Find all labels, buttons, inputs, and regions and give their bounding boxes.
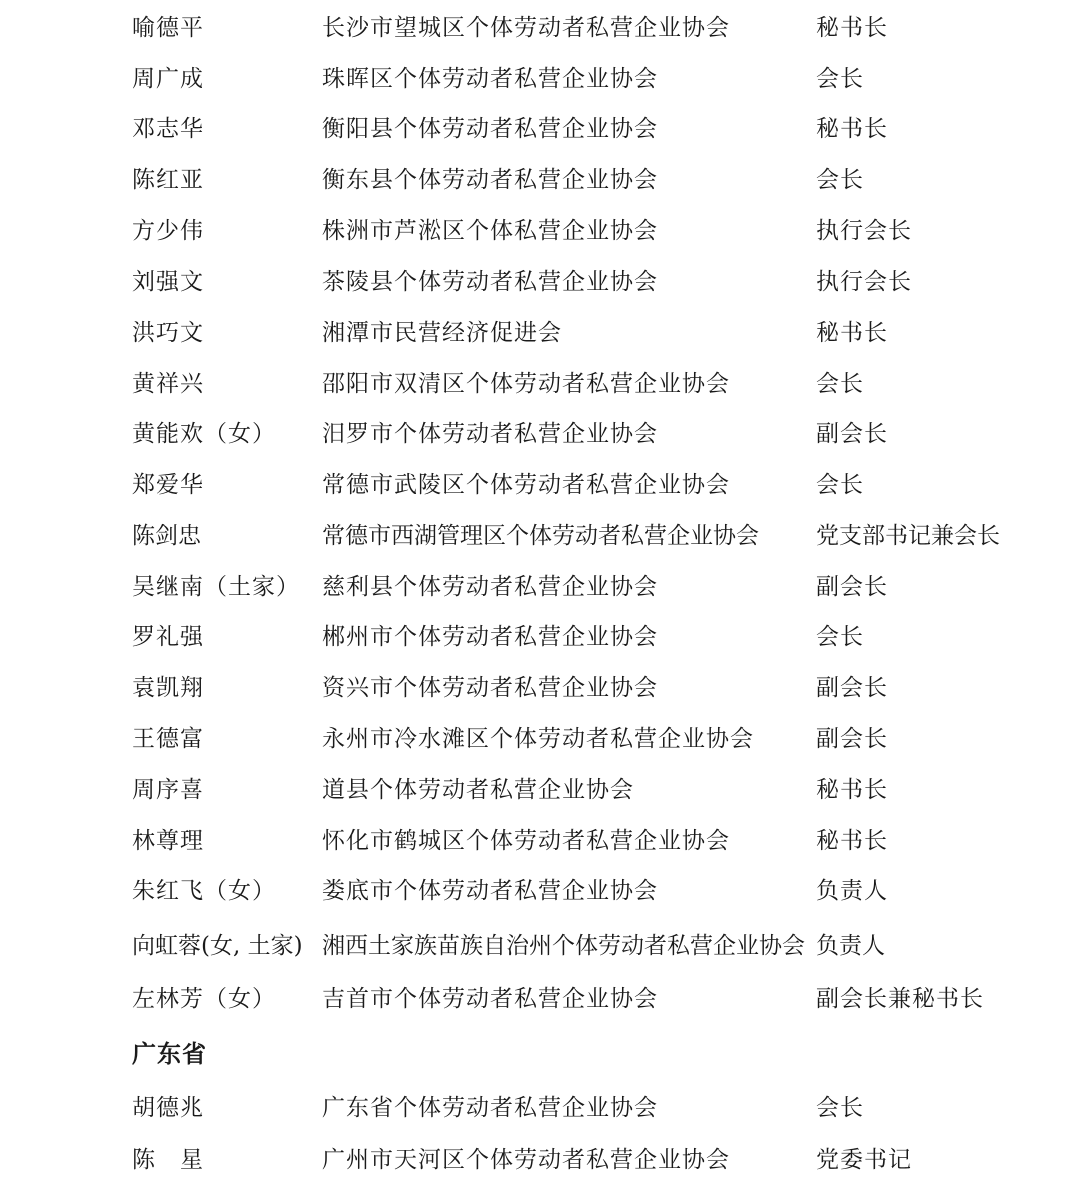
member-position: 副会长兼秘书长	[816, 986, 984, 1012]
member-row	[0, 617, 1080, 657]
member-position: 会长	[816, 472, 864, 498]
member-position: 副会长	[816, 421, 888, 447]
member-name: 袁凯翔	[132, 675, 204, 701]
member-row	[0, 1088, 1080, 1128]
member-name: 陈红亚	[132, 167, 204, 193]
member-organization: 广东省个体劳动者私营企业协会	[322, 1095, 658, 1121]
member-position: 负责人	[816, 933, 885, 959]
member-organization: 郴州市个体劳动者私营企业协会	[322, 624, 658, 650]
member-position: 秘书长	[816, 116, 888, 142]
member-name: 朱红飞（女）	[132, 878, 276, 904]
member-position: 执行会长	[816, 269, 912, 295]
member-position: 秘书长	[816, 777, 888, 803]
member-name: 周序喜	[132, 777, 204, 803]
member-organization: 长沙市望城区个体劳动者私营企业协会	[322, 15, 730, 41]
member-name: 胡德兆	[132, 1095, 204, 1121]
member-name: 黄祥兴	[132, 371, 204, 397]
member-name: 向虹蓉(女, 土家)	[132, 933, 303, 959]
member-organization: 道县个体劳动者私营企业协会	[322, 777, 634, 803]
member-name: 周广成	[132, 66, 204, 92]
member-organization: 株洲市芦淞区个体私营企业协会	[322, 218, 658, 244]
member-organization: 资兴市个体劳动者私营企业协会	[322, 675, 658, 701]
member-organization: 娄底市个体劳动者私营企业协会	[322, 878, 658, 904]
member-name: 陈剑忠	[132, 523, 201, 549]
member-row	[0, 770, 1080, 810]
member-row	[0, 8, 1080, 48]
member-row	[0, 516, 1080, 556]
member-organization: 吉首市个体劳动者私营企业协会	[322, 986, 658, 1012]
member-name: 陈 星	[132, 1147, 204, 1173]
member-name: 王德富	[132, 726, 204, 752]
member-organization: 邵阳市双清区个体劳动者私营企业协会	[322, 371, 730, 397]
member-position: 党支部书记兼会长	[816, 523, 1000, 549]
member-organization: 湘西土家族苗族自治州个体劳动者私营企业协会	[322, 933, 805, 959]
member-row	[0, 926, 1080, 966]
member-row	[0, 871, 1080, 911]
member-row	[0, 1140, 1080, 1180]
member-position: 会长	[816, 371, 864, 397]
member-row	[0, 567, 1080, 607]
member-position: 秘书长	[816, 15, 888, 41]
member-organization: 湘潭市民营经济促进会	[322, 320, 562, 346]
member-row	[0, 719, 1080, 759]
member-row	[0, 160, 1080, 200]
member-row	[0, 821, 1080, 861]
member-row	[0, 414, 1080, 454]
member-row	[0, 668, 1080, 708]
member-organization: 慈利县个体劳动者私营企业协会	[322, 574, 658, 600]
member-organization: 怀化市鹤城区个体劳动者私营企业协会	[322, 828, 730, 854]
member-name: 邓志华	[132, 116, 204, 142]
member-position: 副会长	[816, 675, 888, 701]
member-position: 秘书长	[816, 828, 888, 854]
member-organization: 广州市天河区个体劳动者私营企业协会	[322, 1147, 730, 1173]
member-position: 会长	[816, 66, 864, 92]
member-row	[0, 109, 1080, 149]
member-row	[0, 313, 1080, 353]
member-organization: 衡东县个体劳动者私营企业协会	[322, 167, 658, 193]
member-position: 副会长	[816, 726, 888, 752]
member-row	[0, 59, 1080, 99]
member-name: 喻德平	[132, 15, 204, 41]
member-name: 黄能欢（女）	[132, 421, 276, 447]
member-organization: 珠晖区个体劳动者私营企业协会	[322, 66, 658, 92]
member-organization: 衡阳县个体劳动者私营企业协会	[322, 116, 658, 142]
member-name: 吴继南（土家）	[132, 574, 300, 600]
member-row	[0, 211, 1080, 251]
member-position: 党委书记	[816, 1147, 912, 1173]
member-row	[0, 262, 1080, 302]
member-position: 副会长	[816, 574, 888, 600]
member-name: 罗礼强	[132, 624, 204, 650]
member-name: 郑爱华	[132, 472, 204, 498]
member-position: 会长	[816, 1095, 864, 1121]
member-organization: 常德市西湖管理区个体劳动者私营企业协会	[322, 523, 759, 549]
member-row	[0, 364, 1080, 404]
member-name: 洪巧文	[132, 320, 204, 346]
member-organization: 常德市武陵区个体劳动者私营企业协会	[322, 472, 730, 498]
member-organization: 永州市冷水滩区个体劳动者私营企业协会	[322, 726, 754, 752]
member-position: 会长	[816, 624, 864, 650]
member-position: 负责人	[816, 878, 888, 904]
section-heading: 广东省	[132, 1040, 207, 1068]
member-name: 方少伟	[132, 218, 204, 244]
member-name: 刘强文	[132, 269, 204, 295]
member-position: 执行会长	[816, 218, 912, 244]
member-name: 林尊理	[132, 828, 204, 854]
member-row	[0, 465, 1080, 505]
member-organization: 茶陵县个体劳动者私营企业协会	[322, 269, 658, 295]
member-name: 左林芳（女）	[132, 986, 276, 1012]
member-position: 会长	[816, 167, 864, 193]
member-row	[0, 979, 1080, 1019]
member-position: 秘书长	[816, 320, 888, 346]
member-organization: 汨罗市个体劳动者私营企业协会	[322, 421, 658, 447]
